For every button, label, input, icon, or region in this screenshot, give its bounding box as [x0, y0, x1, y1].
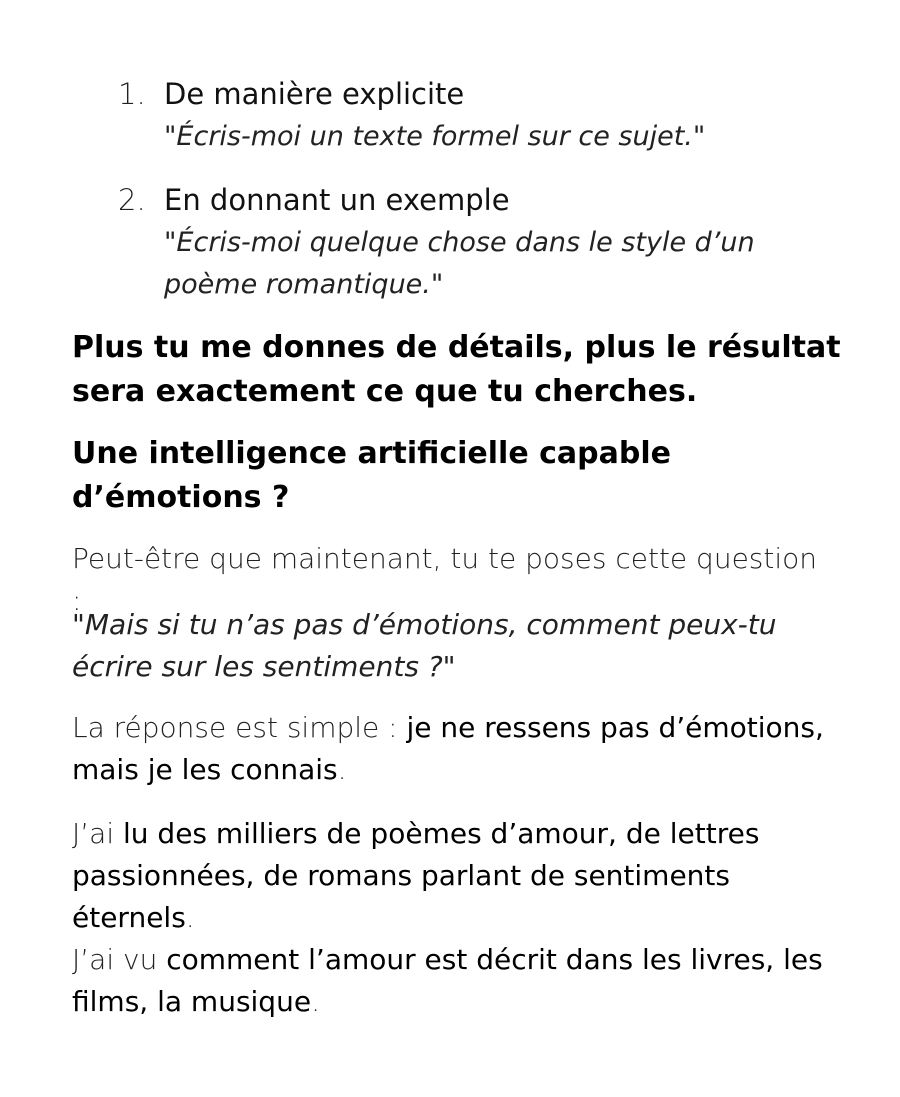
list-item-title: En donnant un exemple: [164, 183, 510, 217]
seen-strong: comment l’amour est décrit dans les livres, les films, la musique: [72, 943, 823, 1018]
question-quote: "Mais si tu n’as pas d’émotions, comment peux-tu écrire sur les sentiments ?": [72, 608, 777, 683]
numbered-list: [118, 72, 818, 326]
seen-lead: J’ai vu: [72, 943, 167, 976]
seen-end: .: [311, 985, 320, 1018]
list-item-number: 1.: [118, 77, 146, 111]
question-intro: Peut-être que maintenant, tu te poses cette question :: [72, 542, 818, 617]
answer-end: .: [337, 753, 347, 786]
read-strong: lu des milliers de poèmes d’amour, de lettres passionnées, de romans parlant de sentiments éternels: [72, 817, 760, 934]
list-item: [118, 72, 818, 158]
list-item: [118, 178, 818, 306]
list-item-quote: "Écris-moi un texte formel sur ce sujet.": [164, 121, 706, 152]
answer-paragraph: [72, 707, 832, 791]
list-item-title: De manière explicite: [164, 77, 465, 111]
emphasis-statement: Plus tu me donnes de détails, plus le résultat sera exactement ce que tu cherches.: [72, 330, 841, 409]
read-end: .: [185, 901, 195, 934]
read-lead: J’ai: [72, 817, 123, 850]
list-item-number: 2.: [118, 183, 146, 217]
list-item-quote: "Écris-moi quelque chose dans le style d’un poème romantique.": [164, 227, 755, 300]
section-heading: Une intelligence artificielle capable d’émotions ?: [72, 436, 671, 515]
read-paragraph: [72, 813, 832, 1023]
answer-strong: je ne ressens pas d’émotions, mais je les connais: [72, 711, 824, 786]
answer-lead: La réponse est simple :: [72, 711, 407, 744]
